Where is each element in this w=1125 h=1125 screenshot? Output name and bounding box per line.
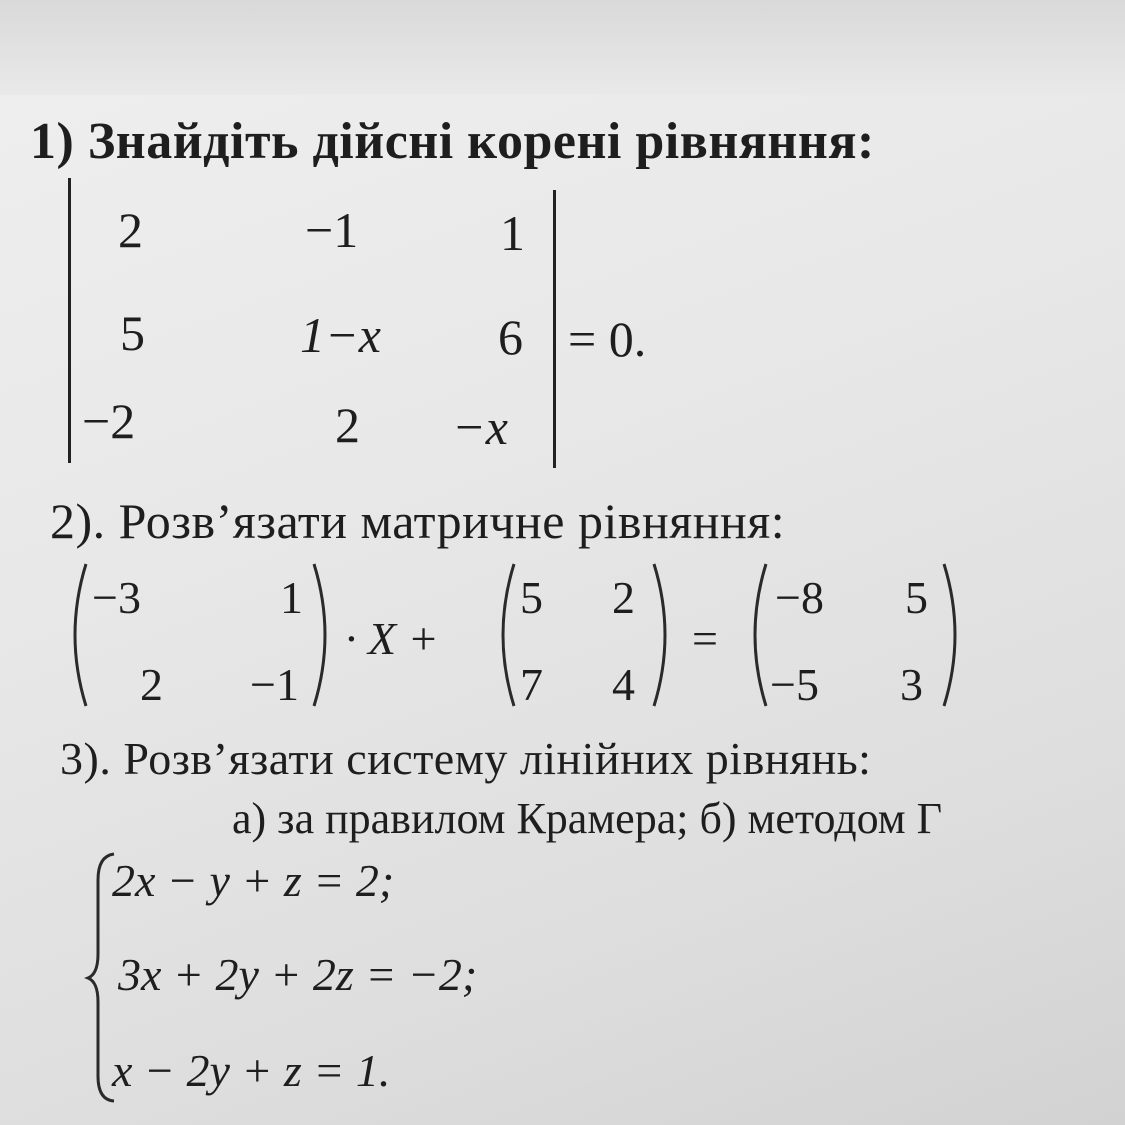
- matrix-c-cell: −8: [775, 572, 824, 623]
- matrix-b-cell: 7: [520, 659, 543, 710]
- det-cell: 1−x: [300, 307, 381, 363]
- matrix-c-cell: −5: [770, 659, 819, 710]
- matrix-equation-middle: · X +: [345, 613, 439, 664]
- determinant-right-bar: [553, 190, 556, 468]
- system-equation-3: x − 2y + z = 1.: [112, 1045, 391, 1096]
- system-equation-2: 3x + 2y + 2z = −2;: [118, 949, 478, 1000]
- matrix-b-cell: 5: [520, 572, 543, 623]
- task2-heading: 2). Розв’язати матричне рівняння:: [50, 493, 786, 549]
- task1-heading: 1) Знайдіть дійсні корені рівняння:: [30, 113, 875, 170]
- matrix-equals-sign: =: [692, 613, 718, 664]
- det-cell: 1: [500, 205, 525, 261]
- det-cell: 2: [118, 202, 143, 258]
- matrix-a-left-paren: [60, 560, 90, 710]
- matrix-a-right-paren: [310, 560, 340, 710]
- matrix-a-cell: −1: [250, 659, 299, 710]
- det-cell: 2: [335, 397, 360, 453]
- matrix-b-right-paren: [650, 560, 680, 710]
- task3-heading: 3). Розв’язати систему лінійних рівнянь:: [60, 733, 872, 784]
- matrix-a-cell: −3: [92, 572, 141, 623]
- matrix-a-cell: 2: [140, 659, 163, 710]
- matrix-b-cell: 2: [612, 572, 635, 623]
- det-cell: 6: [498, 309, 523, 365]
- det-cell: 5: [120, 305, 145, 361]
- matrix-a-cell: 1: [280, 572, 303, 623]
- top-shadow: [0, 0, 1125, 95]
- det-cell: −1: [305, 202, 359, 258]
- matrix-b-left-paren: [488, 560, 518, 710]
- matrix-b-cell: 4: [612, 659, 635, 710]
- matrix-c-cell: 3: [900, 659, 923, 710]
- determinant-rhs: = 0.: [568, 311, 647, 367]
- determinant-left-bar: [68, 178, 71, 463]
- det-cell: −x: [452, 399, 508, 455]
- det-cell: −2: [82, 393, 136, 449]
- matrix-c-right-paren: [940, 560, 970, 710]
- system-equation-1: 2x − y + z = 2;: [112, 855, 395, 906]
- matrix-c-cell: 5: [905, 572, 928, 623]
- matrix-c-left-paren: [740, 560, 770, 710]
- task3-methods: а) за правилом Крамера; б) методом Г: [232, 794, 943, 843]
